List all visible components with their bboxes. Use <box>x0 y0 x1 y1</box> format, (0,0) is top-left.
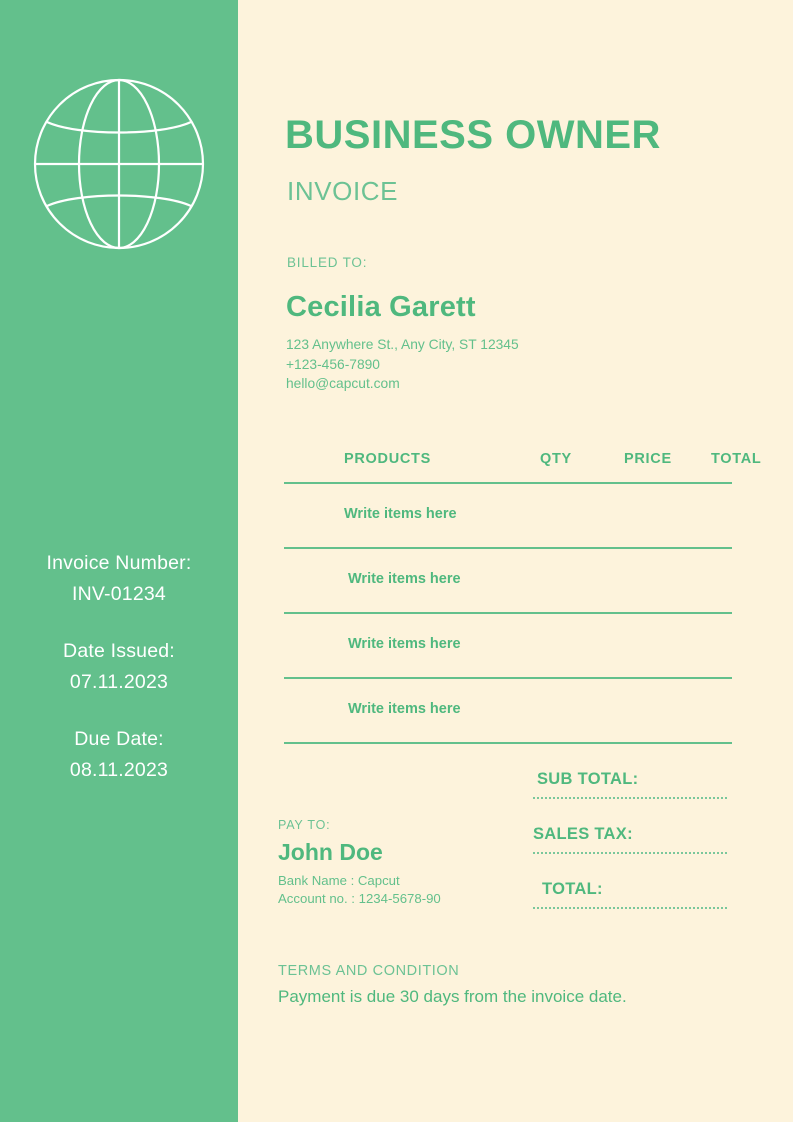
meta-value: 07.11.2023 <box>69 671 169 693</box>
table-row <box>284 484 732 549</box>
meta-date-issued <box>0 636 238 698</box>
terms-text: Payment is due 30 days from the invoice date. <box>278 987 627 1006</box>
table-header-row <box>284 444 762 482</box>
table-row <box>284 614 732 679</box>
total-value-line <box>533 907 727 909</box>
column-header-price: PRICE <box>624 451 672 467</box>
subtotal-label: SUB TOTAL: <box>537 770 639 788</box>
subtotal-value-line <box>533 797 727 799</box>
column-header-qty: QTY <box>540 451 572 467</box>
meta-label: Invoice Number: <box>46 552 192 574</box>
column-header-products: PRODUCTS <box>344 451 431 467</box>
total-row-subtotal <box>533 770 733 799</box>
row-product: Write items here <box>348 571 461 587</box>
column-header-total: TOTAL <box>711 451 762 467</box>
document-type: INVOICE <box>287 176 399 206</box>
totals-section <box>533 770 733 935</box>
billed-to-label: BILLED TO: <box>287 255 368 270</box>
meta-label: Due Date: <box>74 728 164 750</box>
table-row <box>284 679 732 744</box>
sales-tax-label: SALES TAX: <box>533 825 633 843</box>
business-name: BUSINESS OWNER <box>285 113 661 157</box>
client-phone: +123-456-7890 <box>286 356 380 372</box>
meta-due-date <box>0 724 238 786</box>
pay-to-details <box>278 872 441 907</box>
total-label: TOTAL: <box>542 880 603 898</box>
sidebar <box>0 0 238 1122</box>
globe-icon <box>33 78 205 250</box>
invoice-body <box>238 0 793 1122</box>
line-items-table <box>284 444 762 744</box>
sales-tax-value-line <box>533 852 727 854</box>
total-row-total <box>533 880 733 909</box>
meta-invoice-number <box>0 548 238 610</box>
pay-to-name: John Doe <box>278 839 383 865</box>
row-product: Write items here <box>348 701 461 717</box>
terms-section <box>278 963 627 1007</box>
row-product: Write items here <box>348 636 461 652</box>
client-address: 123 Anywhere St., Any City, ST 12345 <box>286 337 519 352</box>
row-product: Write items here <box>344 506 457 522</box>
table-row <box>284 549 732 614</box>
terms-title: TERMS AND CONDITION <box>278 963 460 979</box>
bank-name: Bank Name : Capcut <box>278 873 400 888</box>
client-email: hello@capcut.com <box>286 376 400 391</box>
row-divider <box>284 742 732 744</box>
meta-value: INV-01234 <box>72 583 166 605</box>
total-row-sales-tax <box>533 825 733 854</box>
client-contact <box>286 335 519 394</box>
invoice-meta <box>0 548 238 812</box>
account-number: Account no. : 1234-5678-90 <box>278 890 441 906</box>
client-name: Cecilia Garett <box>286 291 476 323</box>
pay-to-section <box>278 818 441 907</box>
meta-label: Date Issued: <box>63 640 175 662</box>
meta-value: 08.11.2023 <box>69 759 169 781</box>
pay-to-label: PAY TO: <box>278 818 331 832</box>
